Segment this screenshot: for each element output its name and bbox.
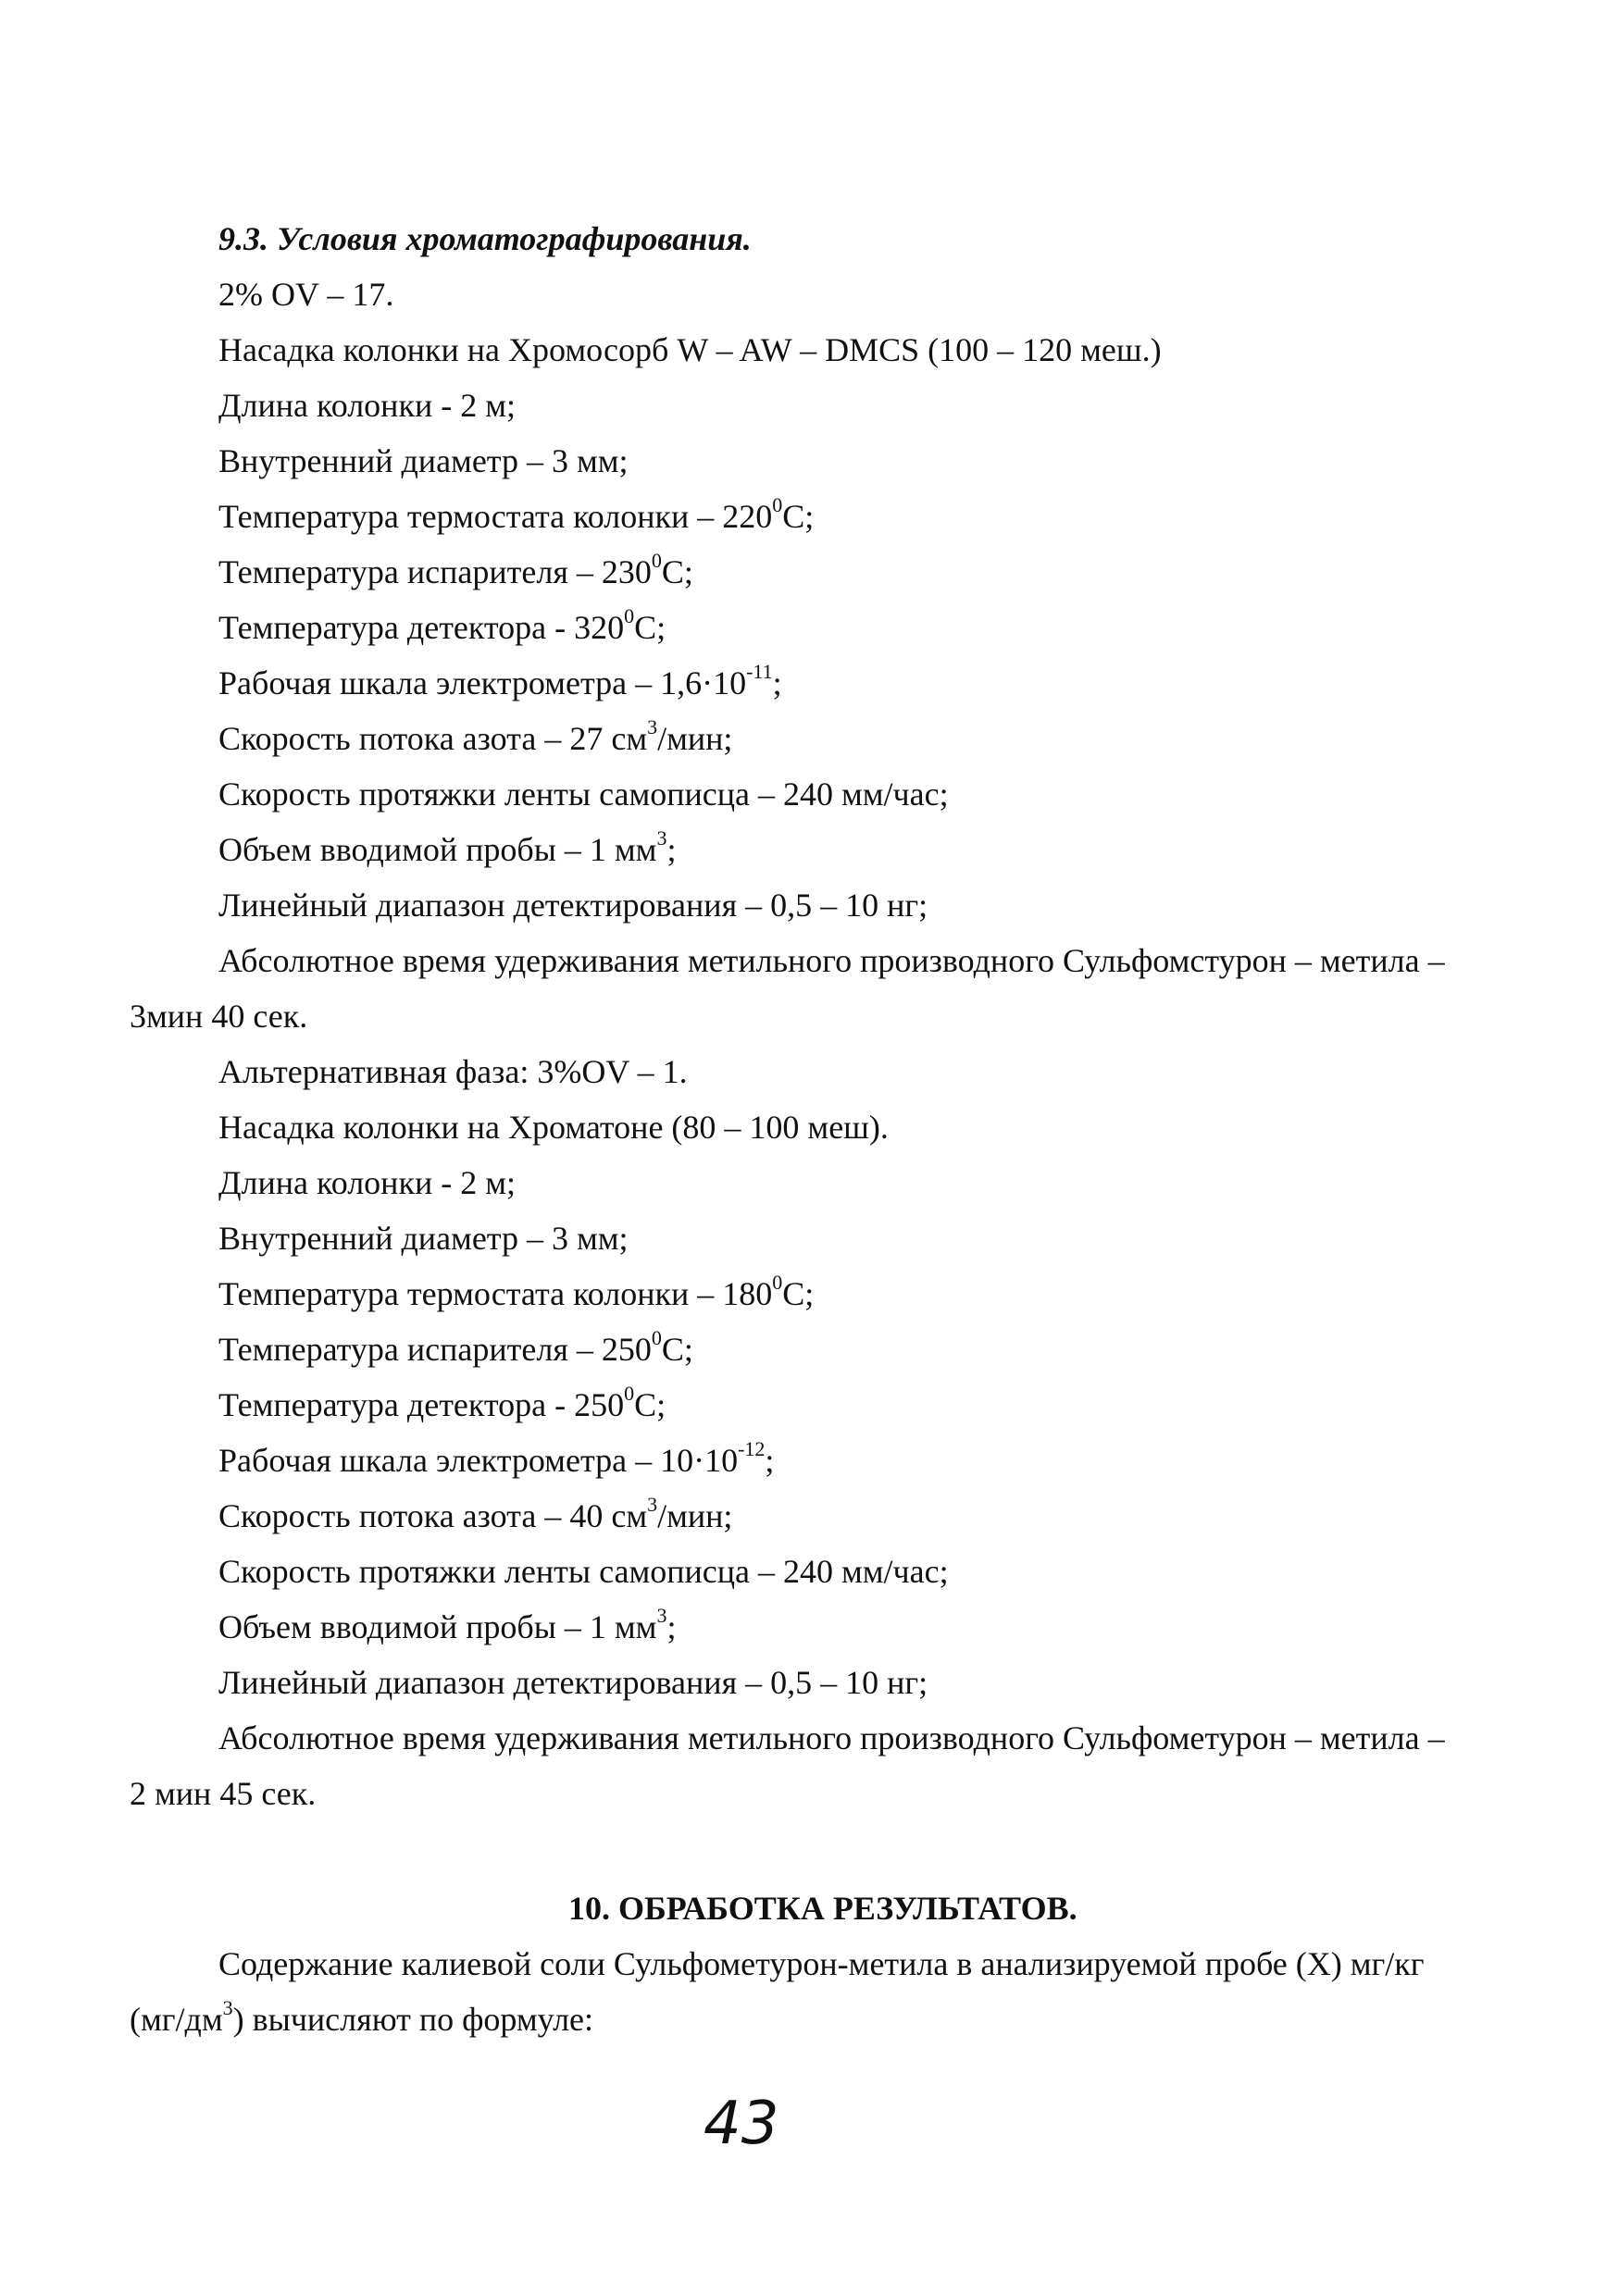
nitrogen-flow-line: Скорость потока азота – 27 $см^3$/мин;	[218, 715, 733, 757]
evaporator-temperature-alt-line: Температура испарителя – $250^0С$;	[218, 1326, 693, 1368]
alternative-phase-line: Альтернативная фаза: 3%OV – 1.	[218, 1053, 688, 1090]
sample-volume-alt-line: Объем вводимой пробы – 1 $мм^3$;	[218, 1604, 677, 1645]
electrometer-scale-line: Рабочая шкала электрометра – $1,6\cdot 10^{-11}$;	[218, 660, 782, 701]
nitrogen-flow-alt-line: Скорость потока азота – 40 $см^3$/мин;	[218, 1493, 733, 1534]
sample-volume-line: Объем вводимой пробы – 1 $мм^3$;	[218, 826, 677, 868]
tape-speed-line: Скорость протяжки ленты самописца – 240 мм/час;	[218, 776, 949, 813]
packing-line: Насадка колонки на Хромосорб W – AW – DMCS (100 – 120 меш.)	[218, 331, 1162, 368]
packing-alt-line: Насадка колонки на Хроматоне (80 – 100 меш).	[218, 1109, 889, 1146]
calculation-text: Содержание калиевой соли Сульфометурон-метила в анализируемой пробе (Х) мг/кг	[218, 1945, 1425, 1982]
column-length-alt-line: Длина колонки - 2 м;	[218, 1164, 516, 1201]
page-number: 43	[704, 2090, 779, 2158]
section-10-title: 10. ОБРАБОТКА РЕЗУЛЬТАТОВ.	[568, 1890, 1077, 1927]
column-length-line: Длина колонки - 2 м;	[218, 387, 516, 424]
linear-range-alt-line: Линейный диапазон детектирования – 0,5 – 10 нг;	[218, 1664, 928, 1701]
calculation-text-continued: $(мг/дм^3)$ вычисляют по формуле:	[130, 1996, 594, 2038]
tape-speed-alt-line: Скорость протяжки ленты самописца – 240 мм/час;	[218, 1553, 949, 1590]
evaporator-temperature-line: Температура испарителя – $230^0С$;	[218, 549, 693, 590]
detector-temperature-alt-line: Температура детектора - $250^0С$;	[218, 1382, 666, 1423]
inner-diameter-line: Внутренний диаметр – 3 мм;	[218, 442, 629, 479]
retention-time-line: Абсолютное время удерживания метильного производного Сульфомстурон – метила –	[218, 942, 1445, 979]
column-temperature-alt-line: Температура термостата колонки – $180^0С$;	[218, 1271, 815, 1312]
column-temperature-line: Температура термостата колонки – $220^0С$;	[218, 493, 815, 535]
retention-time-continued: 3мин 40 сек.	[130, 998, 308, 1035]
inner-diameter-alt-line: Внутренний диаметр – 3 мм;	[218, 1220, 629, 1257]
detector-temperature-line: Температура детектора - $320^0С$;	[218, 604, 666, 646]
linear-range-line: Линейный диапазон детектирования – 0,5 – 10 нг;	[218, 887, 928, 924]
electrometer-scale-alt-line: Рабочая шкала электрометра – $10\cdot 10^{-12}$;	[218, 1437, 775, 1479]
retention-time-alt-continued: 2 мин 45 сек.	[130, 1775, 317, 1812]
section-9-3-title: 9.3. Условия хроматографирования.	[218, 220, 752, 257]
phase-line: 2% OV – 17.	[218, 276, 394, 313]
retention-time-alt-line: Абсолютное время удерживания метильного производного Сульфометурон – метила –	[218, 1719, 1445, 1756]
